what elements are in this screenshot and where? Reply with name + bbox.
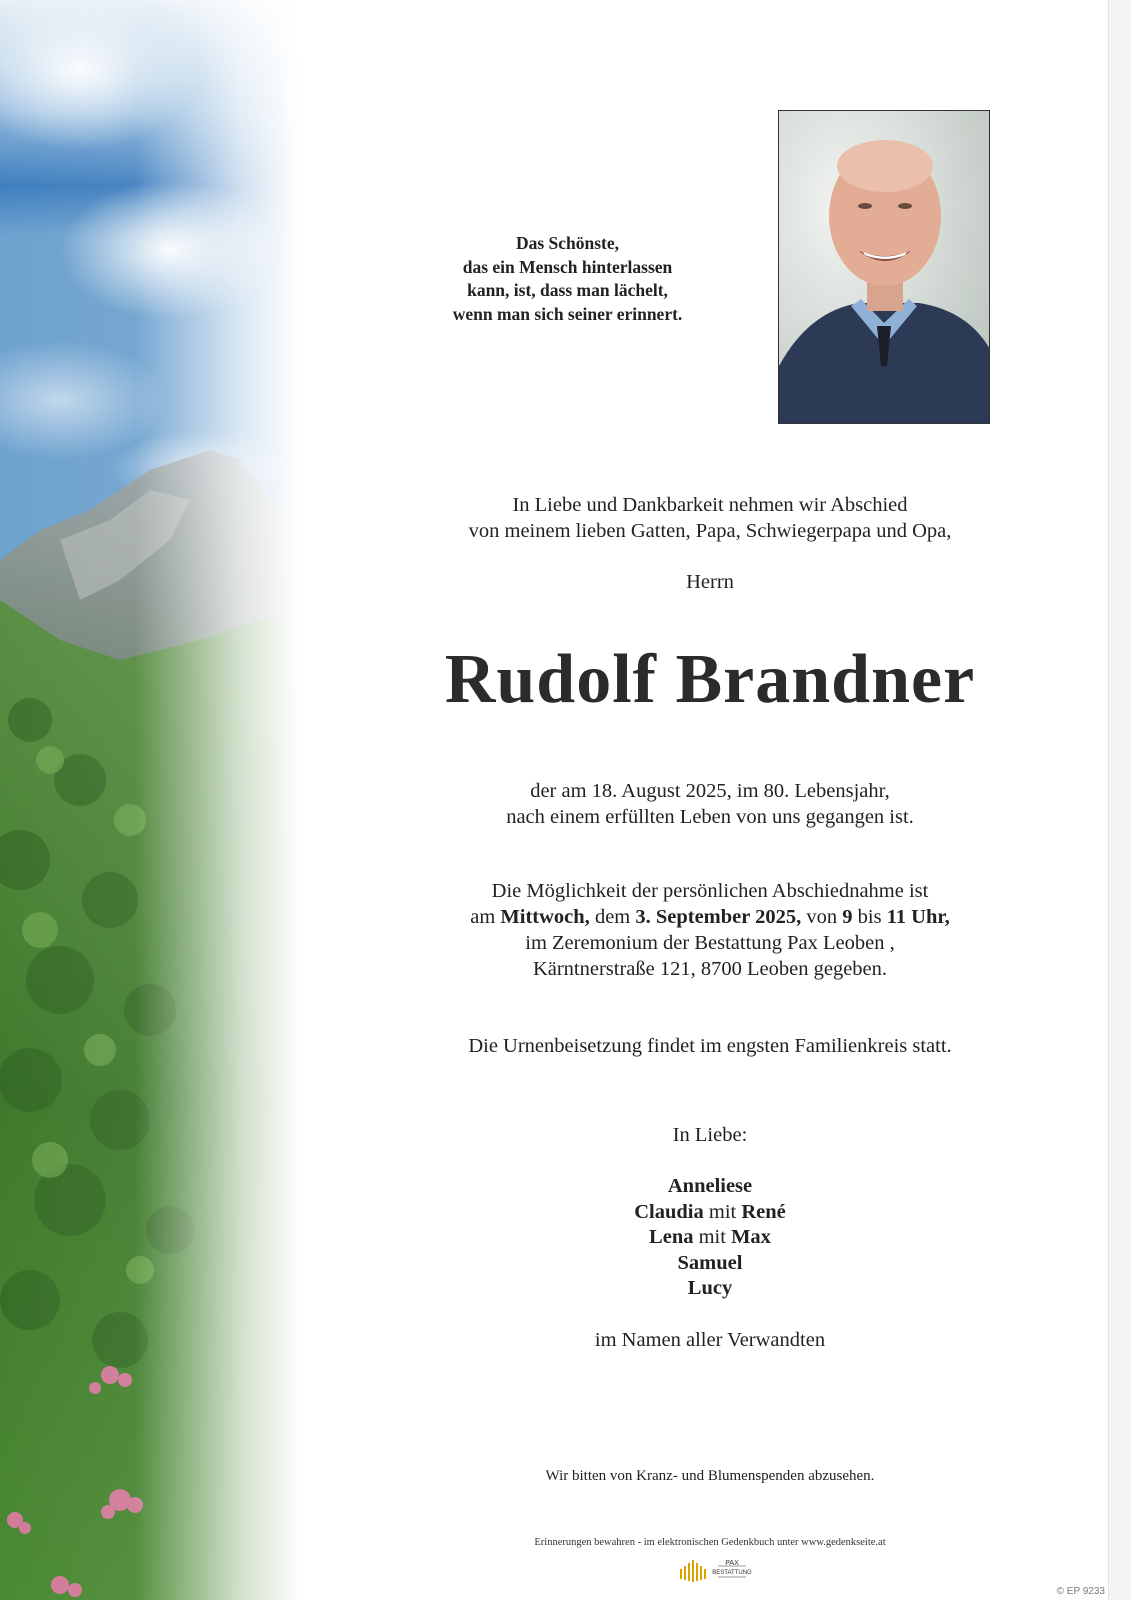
salutation: Herrn [686, 571, 734, 593]
family-member: Anneliese [667, 1175, 753, 1197]
intro-line: von meinem lieben Gatten, Papa, Schwiegerpapa und Opa, [468, 520, 952, 542]
family-member: Lucy [687, 1277, 733, 1299]
quote-line: wenn man sich seiner erinnert. [452, 303, 683, 324]
farewell-line: im Zeremonium der Bestattung Pax Leoben , [525, 932, 895, 954]
farewell-date-line [400, 904, 1020, 930]
landscape-image [0, 0, 300, 1600]
farewell-dem: dem [594, 906, 631, 928]
logo-line2: BESTATTUNG [712, 1570, 752, 1576]
candle-bars-icon [678, 1557, 768, 1587]
farewell-start-hour: 9 [842, 906, 853, 928]
family-member: Samuel [677, 1251, 743, 1274]
farewell-am: am [470, 906, 496, 928]
family-list [400, 1174, 1020, 1302]
death-notice [400, 778, 1020, 830]
death-line: der am 18. August 2025, im 80. Lebensjahr, [530, 780, 890, 802]
page-edge [1108, 0, 1131, 1600]
memorial-quote [400, 232, 735, 326]
portrait-photo [778, 110, 990, 424]
flower-notice: Wir bitten von Kranz- und Blumenspenden abzusehen. [545, 1468, 875, 1484]
quote-line: das ein Mensch hinterlassen [462, 256, 673, 277]
relatives-line: im Namen aller Verwandten [594, 1329, 826, 1351]
deceased-name: Rudolf Brandner [444, 641, 976, 718]
pax-bestattung-logo [678, 1557, 768, 1587]
online-memorial-notice: Erinnerungen bewahren - im elektronischen Gedenkbuch unter www.gedenkseite.at [534, 1537, 886, 1548]
farewell-date: 3. September 2025, [635, 906, 802, 928]
farewell-weekday: Mittwoch, [500, 906, 590, 928]
farewell-end-time: 11 Uhr, [886, 906, 950, 928]
farewell-line: Kärntnerstraße 121, 8700 Leoben gegeben. [532, 958, 888, 980]
death-line: nach einem erfüllten Leben von uns gegangen ist. [506, 806, 914, 828]
farewell-bis: bis [857, 906, 882, 928]
quote-line: kann, ist, dass man lächelt, [467, 280, 668, 300]
quote-line: Das Schönste, [515, 233, 620, 253]
logo-line1: PAX [725, 1560, 739, 1567]
closing-line: In Liebe: [672, 1124, 748, 1146]
urn-notice: Die Urnenbeisetzung findet im engsten Familienkreis statt. [468, 1035, 952, 1057]
farewell-line: Die Möglichkeit der persönlichen Abschiednahme ist [491, 880, 929, 902]
farewell-details [400, 878, 1020, 982]
intro-line: In Liebe und Dankbarkeit nehmen wir Abschied [512, 494, 908, 516]
family-member: Lena mit Max [649, 1226, 771, 1248]
document-code: © EP 9233 [1056, 1586, 1105, 1597]
family-member: Claudia mit René [634, 1200, 786, 1223]
farewell-von: von [806, 906, 838, 928]
intro-text [400, 492, 1020, 544]
